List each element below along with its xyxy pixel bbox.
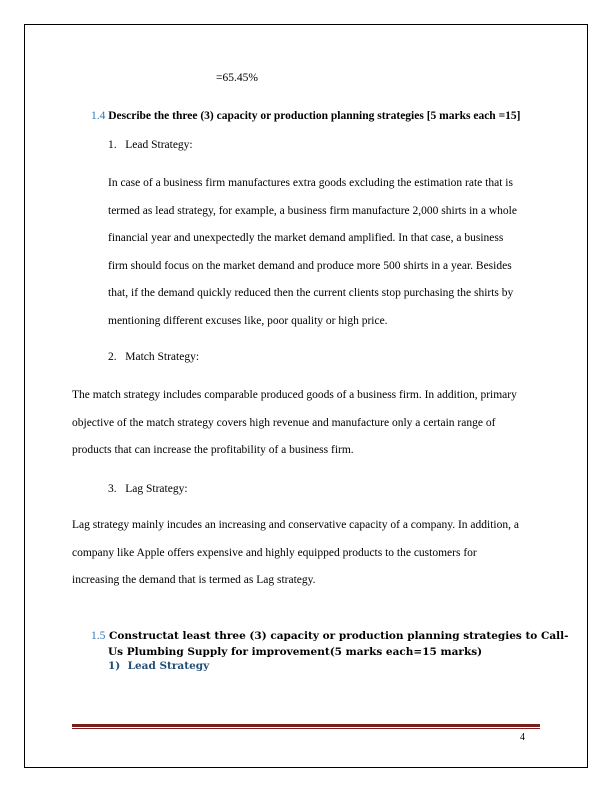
section-1-5-title-line2: Us Plumbing Supply for improvement(5 marks each=15 marks)	[108, 646, 483, 658]
section-1-4-title: Describe the three (3) capacity or production planning strategies [5 marks each =15]	[108, 110, 521, 122]
paragraph-line: firm should focus on the market demand and produce more 500 shirts in a year. Besides	[108, 259, 512, 272]
subheading-label: Lead Strategy	[127, 660, 210, 672]
paragraph-line: that, if the demand quickly reduced then the current clients stop purchasing the shirts by	[108, 287, 514, 300]
list-item-lag	[108, 483, 188, 495]
section-1-4-number: 1.4	[91, 110, 106, 122]
lead-strategy-subheading	[108, 660, 209, 672]
subheading-number: 1)	[108, 660, 121, 672]
list-item-number: 3.	[108, 483, 117, 495]
paragraph-line: termed as lead strategy, for example, a business firm manufacture 2,000 shirts in a whole	[108, 204, 517, 217]
list-item-match	[108, 351, 199, 363]
paragraph-line: In case of a business firm manufactures extra goods excluding the estimation rate that is	[108, 177, 513, 189]
result-line: =65.45%	[216, 72, 258, 84]
paragraph-line: company like Apple offers expensive and highly equipped products to the customers for	[72, 546, 477, 559]
section-1-5-title-line1: Constructat least three (3) capacity or production planning strategies to Call-	[109, 630, 569, 642]
paragraph-line: increasing the demand that is termed as Lag strategy.	[72, 574, 316, 587]
paragraph-line: The match strategy includes comparable produced goods of a business firm. In addition, primary	[72, 389, 517, 401]
paragraph-line: mentioning different excuses like, poor quality or high price.	[108, 314, 388, 327]
list-item-label: Match Strategy:	[125, 351, 200, 363]
paragraph-line: Lag strategy mainly incudes an increasing and conservative capacity of a company. In addition, a	[72, 519, 519, 531]
section-1-4-heading	[91, 110, 520, 122]
lead-paragraph	[108, 170, 517, 336]
list-item-label: Lead Strategy:	[125, 139, 193, 151]
footer-rule	[72, 724, 540, 727]
list-item-label: Lag Strategy:	[125, 483, 188, 495]
section-1-5-heading	[91, 628, 568, 660]
list-item-number: 2.	[108, 351, 117, 363]
lag-paragraph	[72, 512, 519, 595]
paragraph-line: objective of the match strategy covers high revenue and manufacture only a certain range of	[72, 416, 496, 429]
paragraph-line: financial year and unexpectedly the market demand amplified. In that case, a business	[108, 232, 504, 245]
page-number: 4	[520, 732, 525, 743]
footer-rule-thin	[72, 728, 540, 729]
paragraph-line: products that can increase the profitability of a business firm.	[72, 444, 354, 457]
list-item-lead	[108, 139, 193, 151]
list-item-number: 1.	[108, 139, 117, 151]
section-1-5-number: 1.5	[91, 630, 106, 642]
match-paragraph	[72, 382, 517, 465]
